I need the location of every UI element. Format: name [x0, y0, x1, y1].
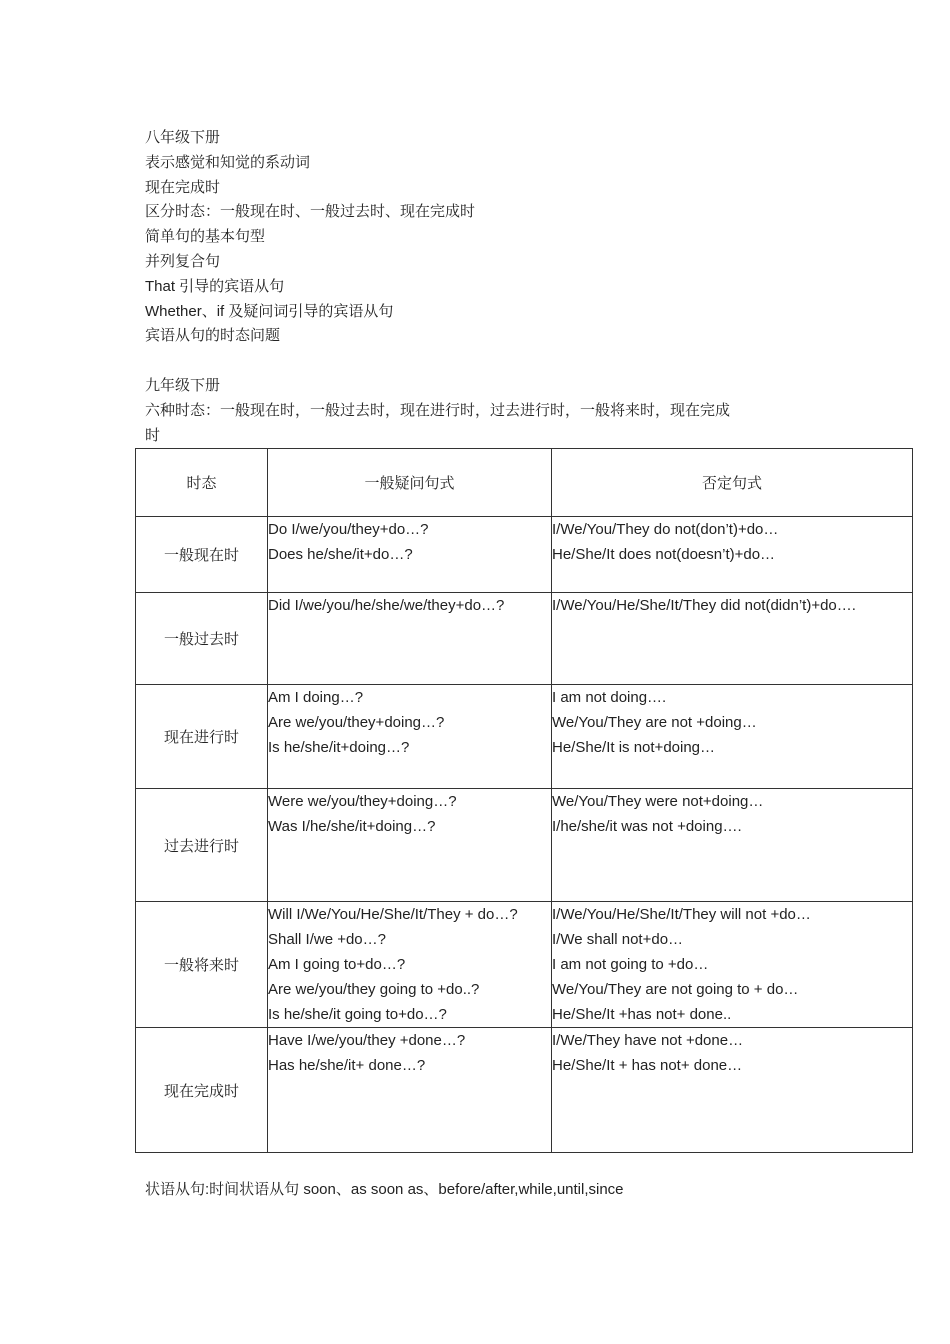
tense-name: 现在进行时 [136, 685, 268, 789]
negative-forms [552, 685, 913, 789]
question-line: Am I doing…? [268, 689, 364, 706]
tense-name: 过去进行时 [136, 789, 268, 902]
blank-line [145, 349, 845, 374]
grade8-item: 现在完成时 [145, 178, 221, 196]
negative-forms [552, 1028, 913, 1153]
question-line: Am I going to+do…? [268, 956, 406, 973]
tense-name: 一般过去时 [136, 593, 268, 685]
table-row [136, 902, 913, 1028]
negative-line: I/We/You/They do not(don’t)+do… [552, 521, 779, 538]
negative-line: I/We/They have not +done… [552, 1032, 744, 1049]
question-forms [268, 593, 552, 685]
negative-forms [552, 517, 913, 593]
table-row [136, 685, 913, 789]
grade9-intro-line1: 六种时态：一般现在时，一般过去时，现在进行时，过去进行时，一般将来时，现在完成 [145, 401, 731, 419]
question-line: Does he/she/it+do…? [268, 546, 413, 563]
question-line: Is he/she/it+doing…? [268, 739, 410, 756]
grade8-item: Whether、if 及疑问词引导的宾语从句 [145, 302, 394, 320]
negative-line: We/You/They are not +doing… [552, 714, 757, 731]
table-row [136, 1028, 913, 1153]
question-forms [268, 789, 552, 902]
question-line: Do I/we/you/they+do…? [268, 521, 429, 538]
negative-line: I am not going to +do… [552, 956, 709, 973]
outline-text [145, 126, 845, 448]
negative-line: I/We/You/He/She/It/They did not(didn’t)+do…. [552, 597, 856, 614]
grade8-item: 表示感觉和知觉的系动词 [145, 153, 311, 171]
grade8-title: 八年级下册 [145, 129, 221, 146]
negative-forms [552, 902, 913, 1028]
question-forms [268, 517, 552, 593]
grade9-title: 九年级下册 [145, 376, 221, 394]
header-tense: 时态 [136, 449, 268, 517]
grade8-item: 宾语从句的时态问题 [145, 327, 281, 345]
adverbial-clause-note: 状语从句:时间状语从句 soon、as soon as、before/after,while,until,since [145, 1181, 624, 1198]
header-question-form: 一般疑问句式 [268, 449, 552, 517]
negative-line: We/You/They are not going to + do… [552, 981, 799, 998]
negative-forms [552, 593, 913, 685]
negative-line: I/We/You/He/She/It/They will not +do… [552, 906, 811, 923]
question-forms [268, 685, 552, 789]
negative-line: He/She/It +has not+ done.. [552, 1006, 732, 1023]
grade8-item: 区分时态：一般现在时、一般过去时、现在完成时 [145, 203, 476, 221]
header-negative-form: 否定句式 [552, 449, 913, 517]
table-row [136, 593, 913, 685]
table-row [136, 517, 913, 593]
negative-line: I/he/she/it was not +doing…. [552, 818, 742, 835]
question-line: Were we/you/they+doing…? [268, 793, 457, 810]
question-line: Will I/We/You/He/She/It/They + do…? [268, 906, 518, 923]
question-forms [268, 902, 552, 1028]
question-line: Are we/you/they+doing…? [268, 714, 445, 731]
tense-name: 一般将来时 [136, 902, 268, 1028]
question-line: Are we/you/they going to +do..? [268, 981, 480, 998]
negative-line: We/You/They were not+doing… [552, 793, 764, 810]
table-row [136, 789, 913, 902]
negative-line: I/We shall not+do… [552, 931, 684, 948]
question-forms [268, 1028, 552, 1153]
grade9-intro-line2: 时 [145, 426, 161, 444]
negative-forms [552, 789, 913, 902]
question-line: Did I/we/you/he/she/we/they+do…? [268, 597, 505, 614]
tense-name: 一般现在时 [136, 517, 268, 593]
negative-line: He/She/It does not(doesn’t)+do… [552, 546, 776, 563]
tense-name: 现在完成时 [136, 1028, 268, 1153]
grade8-item: 简单句的基本句型 [145, 228, 266, 246]
table-header-row [136, 449, 913, 517]
grade8-item: That 引导的宾语从句 [145, 277, 285, 295]
question-line: Have I/we/you/they +done…? [268, 1032, 466, 1049]
tense-table [135, 448, 913, 1153]
negative-line: He/She/It is not+doing… [552, 739, 716, 756]
grade8-item: 并列复合句 [145, 252, 221, 270]
question-line: Is he/she/it going to+do…? [268, 1006, 447, 1023]
question-line: Shall I/we +do…? [268, 931, 386, 948]
question-line: Has he/she/it+ done…? [268, 1057, 426, 1074]
negative-line: I am not doing…. [552, 689, 667, 706]
question-line: Was I/he/she/it+doing…? [268, 818, 436, 835]
negative-line: He/She/It + has not+ done… [552, 1057, 743, 1074]
